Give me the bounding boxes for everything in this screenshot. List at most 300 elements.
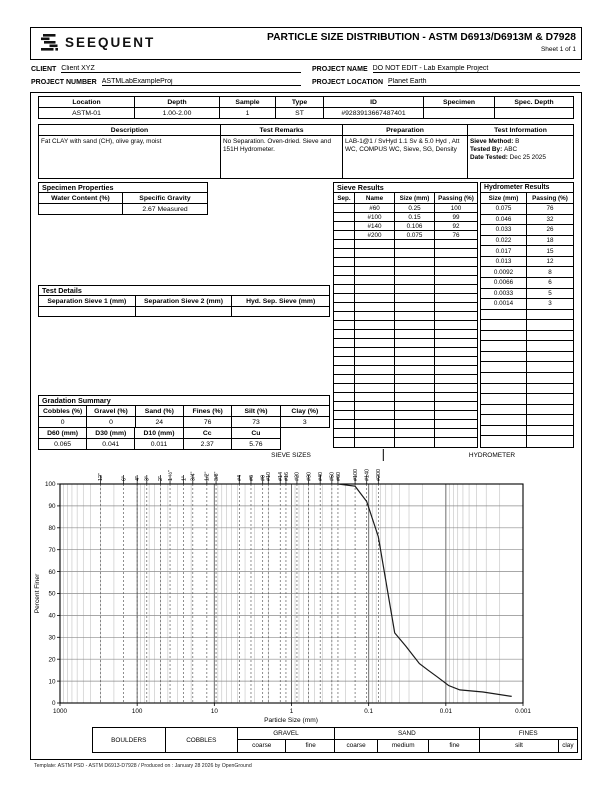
project-name-label: PROJECT NAME: [312, 66, 368, 73]
sieve-results-cell: [334, 231, 355, 240]
specimen-properties-cell: 2.67 Measured: [142, 205, 188, 213]
gradation-summary-cell: Cobbles (%): [39, 406, 87, 417]
sieve-results-cell: [395, 330, 435, 339]
specimen-properties-table: [39, 193, 207, 214]
sieve-size-label: 1": [181, 476, 188, 481]
hydrometer-results-cell: Size (mm): [481, 193, 527, 204]
sieve-results-cell: [435, 420, 477, 429]
project-location-value: Planet Earth: [388, 78, 580, 86]
hydrometer-results-cell: 0.017: [481, 246, 527, 257]
classification-sub-row: [238, 740, 334, 752]
sieve-results-cell: [334, 384, 355, 393]
client-label: CLIENT: [31, 66, 57, 73]
sieve-results-cell: [334, 393, 355, 402]
sieve-results-cell: 100: [435, 204, 477, 213]
sieve-results-cell: [355, 375, 395, 384]
hydrometer-results-cell: [481, 384, 527, 395]
sieve-size-label: #40: [317, 472, 324, 481]
sieve-results-cell: [334, 222, 355, 231]
sieve-results-cell: [435, 348, 477, 357]
project-location-label: PROJECT LOCATION: [312, 79, 384, 86]
sieve-results-cell: [435, 384, 477, 393]
test-details-title: Test Details: [39, 286, 329, 296]
sieve-results-cell: [334, 330, 355, 339]
psd-chart: [30, 448, 582, 724]
classification-sub-label: clay: [562, 742, 574, 750]
sieve-results-cell: [395, 366, 435, 375]
hydrometer-results-cell: 0.0033: [481, 289, 527, 300]
x-tick-label: 10: [210, 708, 218, 715]
x-tick-label: 0.01: [439, 708, 452, 715]
hydrometer-results-cell: [527, 394, 573, 405]
sieve-results-cell: [395, 276, 435, 285]
classification-sub-label: coarse: [238, 740, 286, 752]
classification-group: [238, 728, 335, 752]
gradation-d-values-cell: D60 (mm): [39, 428, 87, 439]
y-tick-label: 30: [48, 634, 56, 642]
test-remarks-cell: No Separation. Oven-dried. Sieve and 151H Hydrometer.: [221, 136, 343, 178]
sieve-results-cell: [355, 411, 395, 420]
y-tick-label: 50: [48, 590, 56, 598]
sieve-results: [333, 182, 478, 448]
hydrometer-results-cell: [481, 415, 527, 426]
gradation-d-values-cell: Cc: [184, 428, 232, 439]
seequent-s-icon: [41, 34, 59, 51]
gradation-summary-cell: 0: [39, 417, 87, 427]
sample-table-cell: [424, 108, 495, 118]
hydrometer-results-cell: [527, 341, 573, 352]
info-table: [38, 124, 574, 179]
x-tick-label: 100: [131, 708, 143, 715]
sieve-results-cell: [355, 312, 395, 321]
sieve-results-cell: [355, 339, 395, 348]
y-tick-label: 80: [48, 525, 56, 532]
sieve-results-cell: [355, 357, 395, 366]
sample-table-cell: Depth: [135, 97, 220, 108]
hydrometer-results-cell: [481, 394, 527, 405]
test-details-cell: [232, 307, 329, 316]
sieve-results-cell: 0.106: [395, 222, 435, 231]
sieve-results-cell: [334, 240, 355, 249]
sieve-results-cell: [355, 348, 395, 357]
classification-group-label: BOULDERS: [111, 736, 147, 744]
sieve-results-cell: [395, 312, 435, 321]
y-tick-label: 90: [48, 503, 56, 511]
gradation-d-values-cell: 0.065: [39, 439, 87, 449]
hydrometer-results-cell: [527, 373, 573, 384]
classification-group: [480, 728, 577, 752]
sieve-results-cell: [435, 375, 477, 384]
sieve-results-cell: [395, 303, 435, 312]
sieve-results-title: Sieve Results: [334, 183, 477, 193]
sample-table-cell: 1.00-2.00: [135, 108, 220, 118]
sieve-size-label: #200: [376, 469, 383, 481]
hydrometer-results-cell: 0.033: [481, 225, 527, 236]
sieve-results-cell: [355, 249, 395, 258]
sieve-results-cell: [435, 357, 477, 366]
gradation-summary-cell: Fines (%): [184, 406, 232, 417]
sieve-results-cell: [395, 357, 435, 366]
sieve-results-cell: [395, 348, 435, 357]
gradation-d-values-cell: 0.011: [135, 439, 183, 449]
sample-table-cell: ST: [276, 108, 324, 118]
sample-table-cell: Location: [39, 97, 135, 108]
hydrometer-results-cell: 8: [527, 267, 573, 278]
sieve-results-cell: 0.25: [395, 204, 435, 213]
hydrometer-results-cell: [481, 331, 527, 342]
specimen-properties-cell: Water Content (%): [39, 193, 123, 204]
project-location-field: [312, 76, 580, 86]
gradation-d-values-cell: Cu: [232, 428, 280, 439]
hydrometer-results-cell: [481, 352, 527, 363]
specimen-properties: [38, 182, 208, 215]
sieve-size-label: #100: [352, 469, 359, 481]
sieve-size-label: 2": [158, 476, 165, 481]
sheet-number: Sheet 1 of 1: [540, 46, 576, 53]
hydrometer-results-cell: [527, 320, 573, 331]
sieve-results-cell: Name: [355, 193, 395, 204]
sieve-results-cell: [334, 258, 355, 267]
test-info-line: Tested By: ABC: [470, 145, 518, 153]
sieve-results-cell: [355, 294, 395, 303]
sample-table-cell: ID: [324, 97, 424, 108]
sieve-results-cell: [334, 348, 355, 357]
hydrometer-results-cell: [527, 415, 573, 426]
classification-group: [335, 728, 480, 752]
sieve-results-cell: [395, 438, 435, 447]
psd-curve: [338, 484, 512, 696]
gradation-summary-title: Gradation Summary: [39, 396, 329, 406]
y-axis-title: Percent Finer: [34, 573, 41, 614]
client-field: [31, 63, 301, 73]
project-number-field: [31, 76, 301, 86]
sieve-size-label: 4": [134, 476, 141, 481]
info-table-header: Preparation: [343, 125, 468, 136]
test-details-cell: Hyd. Sep. Sieve (mm): [232, 296, 329, 307]
sieve-results-cell: [395, 411, 435, 420]
classification-group: [166, 728, 239, 752]
hydrometer-results-cell: [481, 362, 527, 373]
x-tick-label: 0.1: [364, 708, 374, 715]
sieve-results-cell: [355, 303, 395, 312]
info-table-header: Test Remarks: [221, 125, 343, 136]
sample-table-cell: Type: [276, 97, 324, 108]
sieve-results-cell: [355, 402, 395, 411]
hydrometer-results-cell: 12: [527, 257, 573, 268]
sieve-results-cell: [395, 375, 435, 384]
sieve-results-cell: [395, 402, 435, 411]
sieve-results-cell: [334, 321, 355, 330]
sieve-results-cell: 0.15: [395, 213, 435, 222]
sieve-results-cell: [355, 276, 395, 285]
sieve-results-cell: [334, 411, 355, 420]
gradation-summary-cell: Silt (%): [232, 406, 280, 417]
classification-sub-label: fine: [449, 742, 460, 750]
sieve-size-label: #14: [278, 472, 285, 481]
sieve-results-cell: [334, 294, 355, 303]
sieve-results-cell: Size (mm): [395, 193, 435, 204]
project-name-field: [312, 63, 580, 73]
sieve-results-cell: 0.075: [395, 231, 435, 240]
test-details-table: [39, 296, 329, 316]
hydrometer-results-cell: [527, 331, 573, 342]
sieve-results-cell: [355, 420, 395, 429]
sieve-results-cell: [355, 384, 395, 393]
sieve-size-label: #60: [335, 472, 342, 481]
sieve-size-label: 3/8": [213, 471, 220, 481]
hydrometer-results-cell: [481, 426, 527, 437]
sieve-results-cell: [355, 366, 395, 375]
sieve-results-cell: [355, 285, 395, 294]
sieve-results-cell: [435, 411, 477, 420]
sieve-results-cell: [435, 402, 477, 411]
sieve-results-cell: [395, 267, 435, 276]
project-name-value: DO NOT EDIT - Lab Example Project: [373, 65, 580, 73]
hydrometer-results-cell: 5: [527, 289, 573, 300]
sieve-results-cell: 76: [435, 231, 477, 240]
test-details: [38, 285, 330, 317]
specimen-properties-cell: Specific Gravity: [123, 193, 207, 204]
test-details-cell: Separation Sieve 2 (mm): [136, 296, 233, 307]
sieve-results-cell: [355, 330, 395, 339]
gradation-summary-cell: Gravel (%): [87, 406, 135, 417]
sieve-results-cell: [355, 321, 395, 330]
sieve-results-cell: [355, 258, 395, 267]
gradation-d-values-cell: D10 (mm): [135, 428, 183, 439]
sieve-results-cell: [395, 258, 435, 267]
classification-sub-label: silt: [480, 740, 559, 752]
classification-group-label: SAND: [335, 728, 479, 740]
sieve-results-cell: [435, 438, 477, 447]
sieve-size-label: #10: [266, 472, 273, 481]
project-number-label: PROJECT NUMBER: [31, 79, 97, 86]
sieve-results-cell: [334, 312, 355, 321]
sieve-results-cell: [334, 285, 355, 294]
hydrometer-results-cell: [527, 310, 573, 321]
x-tick-label: 0.001: [515, 708, 531, 715]
gradation-summary-cell: Sand (%): [136, 406, 184, 417]
sieve-size-label: #8: [260, 475, 267, 481]
sieve-results-table: [334, 193, 477, 447]
sieve-results-cell: [334, 357, 355, 366]
sieve-results-cell: Passing (%): [435, 193, 477, 204]
gradation-summary-cell: 3: [302, 418, 307, 426]
gradation-summary-cell: 76: [184, 417, 232, 427]
sample-table-cell: Spec. Depth: [495, 97, 573, 108]
hydrometer-results-cell: [527, 362, 573, 373]
sample-table-cell: [495, 108, 573, 118]
sieve-results-cell: 92: [435, 222, 477, 231]
logo-wordmark: SEEQUENT: [65, 35, 156, 50]
sieve-results-cell: [355, 240, 395, 249]
sieve-results-cell: [435, 429, 477, 438]
test-details-cell: [136, 307, 233, 316]
sieve-results-cell: [435, 294, 477, 303]
sieve-results-cell: [395, 321, 435, 330]
classification-group: [93, 728, 166, 752]
test-info-line: Sieve Method: B: [470, 137, 520, 145]
sieve-results-cell: [435, 240, 477, 249]
hydrometer-results-cell: [527, 426, 573, 437]
hydrometer-results-cell: [527, 405, 573, 416]
sieve-results-cell: [334, 438, 355, 447]
classification-group-label: COBBLES: [186, 736, 217, 744]
classification-group-label: FINES: [480, 728, 577, 740]
footer-text: Template: ASTM PSD - ASTM D6913-D7928 / Produced on : January 28 2026 by OpenGround: [34, 763, 252, 769]
sieve-results-cell: [355, 393, 395, 402]
preparation-cell: LAB-1@1 / SvHyd 1.1 Sv & 5.0 Hyd , Att WC, COMPUS WC, Sieve, SG, Density: [343, 136, 468, 178]
sieve-results-cell: [334, 249, 355, 258]
hydrometer-axis-title: HYDROMETER: [468, 452, 516, 459]
sieve-sizes-axis-title: SIEVE SIZES: [271, 452, 311, 459]
hydrometer-results-title: Hydrometer Results: [481, 183, 573, 193]
sieve-results-cell: [334, 375, 355, 384]
hydrometer-results-cell: [481, 436, 527, 447]
report-title: PARTICLE SIZE DISTRIBUTION - ASTM D6913/D6913M & D7928: [267, 32, 576, 43]
hydrometer-results-cell: 0.0066: [481, 278, 527, 289]
sieve-results-cell: [334, 420, 355, 429]
hydrometer-results-table: [481, 193, 573, 447]
sieve-results-cell: [355, 267, 395, 276]
test-information-cell: [468, 136, 573, 178]
hydrometer-results-cell: 0.0014: [481, 299, 527, 310]
sieve-results-cell: [435, 258, 477, 267]
sieve-results-cell: [355, 429, 395, 438]
hydrometer-results: [480, 182, 574, 448]
hydrometer-results-cell: 76: [527, 204, 573, 215]
sample-table-cell: Sample: [220, 97, 276, 108]
sieve-results-cell: [395, 249, 435, 258]
sieve-results-cell: [334, 339, 355, 348]
sieve-results-cell: [435, 366, 477, 375]
y-tick-label: 100: [44, 481, 56, 489]
sieve-results-cell: [435, 321, 477, 330]
sieve-results-cell: [395, 294, 435, 303]
x-tick-label: 1: [289, 708, 294, 715]
sieve-size-label: 1/2": [204, 471, 211, 481]
description-cell: Fat CLAY with sand (CH), olive gray, moist: [39, 136, 221, 178]
hydrometer-results-cell: 0.0092: [481, 267, 527, 278]
sieve-results-cell: [435, 303, 477, 312]
sieve-results-cell: [395, 285, 435, 294]
y-tick-label: 10: [48, 678, 56, 686]
sieve-size-label: #16: [283, 472, 290, 481]
classification-sub-label: coarse: [335, 740, 379, 752]
sieve-results-cell: [395, 384, 435, 393]
header: [30, 27, 582, 60]
sample-table-cell: Specimen: [424, 97, 495, 108]
hydrometer-results-cell: [527, 384, 573, 395]
sieve-results-cell: [435, 330, 477, 339]
gradation-summary-cell: Clay (%): [281, 406, 329, 417]
gradation-d-values-table: [38, 427, 281, 450]
y-tick-label: 70: [48, 546, 56, 554]
y-tick-label: 60: [48, 568, 56, 576]
sieve-results-cell: [395, 339, 435, 348]
gradation-d-values-cell: D30 (mm): [87, 428, 135, 439]
sieve-results-cell: [435, 276, 477, 285]
classification-sub-row: [480, 740, 577, 752]
sieve-results-cell: [435, 393, 477, 402]
client-value: Client XYZ: [61, 65, 301, 73]
sieve-results-cell: [435, 339, 477, 348]
hydrometer-results-cell: 26: [527, 225, 573, 236]
sieve-results-cell: [334, 402, 355, 411]
hydrometer-results-cell: [481, 373, 527, 384]
sieve-results-cell: [395, 420, 435, 429]
hydrometer-results-cell: [527, 436, 573, 447]
hydrometer-results-cell: 15: [527, 246, 573, 257]
sieve-size-label: #140: [364, 469, 371, 481]
hydrometer-results-cell: Passing (%): [527, 193, 573, 204]
sieve-results-cell: [334, 429, 355, 438]
hydrometer-results-cell: 18: [527, 236, 573, 247]
sieve-size-label: #20: [294, 472, 301, 481]
sieve-results-cell: [395, 393, 435, 402]
x-axis-title: Particle Size (mm): [264, 717, 318, 724]
hydrometer-results-cell: 6: [527, 278, 573, 289]
sieve-results-cell: [334, 213, 355, 222]
hydrometer-results-cell: 0.022: [481, 236, 527, 247]
specimen-properties-cell: [39, 204, 123, 214]
sieve-results-cell: [334, 276, 355, 285]
test-info-line: Date Tested: Dec 25 2025: [470, 154, 546, 162]
sieve-results-cell: [334, 303, 355, 312]
gradation-summary-cell: 73: [232, 417, 280, 427]
classification-sub-label: fine: [305, 742, 316, 750]
specimen-properties-title: Specimen Properties: [39, 183, 207, 193]
sieve-results-cell: [395, 429, 435, 438]
sieve-size-label: #4: [237, 475, 244, 481]
sieve-results-cell: 99: [435, 213, 477, 222]
gradation-summary-cell: 24: [136, 417, 184, 427]
hydrometer-results-cell: [481, 310, 527, 321]
gradation-summary-cell: 0: [87, 417, 135, 427]
sieve-size-label: 3": [144, 476, 151, 481]
hydrometer-results-cell: 3: [527, 299, 573, 310]
sample-table: [38, 96, 574, 119]
sieve-results-cell: [355, 438, 395, 447]
gradation-summary: [38, 395, 330, 428]
sample-table-cell: #9283913667487401: [324, 108, 424, 118]
sieve-results-cell: [334, 267, 355, 276]
hydrometer-results-cell: [481, 320, 527, 331]
hydrometer-results-cell: [527, 352, 573, 363]
info-table-header: Test Information: [468, 125, 573, 136]
sieve-results-cell: #200: [355, 231, 395, 240]
hydrometer-results-cell: 0.046: [481, 215, 527, 226]
sieve-results-cell: #140: [355, 222, 395, 231]
sieve-results-cell: [435, 312, 477, 321]
test-details-cell: Separation Sieve 1 (mm): [39, 296, 136, 307]
sieve-results-cell: [334, 366, 355, 375]
x-tick-label: 1000: [52, 708, 68, 715]
hydrometer-results-cell: [481, 405, 527, 416]
sieve-results-cell: #60: [355, 204, 395, 213]
project-number-value: ASTMLabExampleProj: [102, 78, 301, 86]
sieve-results-cell: #100: [355, 213, 395, 222]
info-table-header: Description: [39, 125, 221, 136]
hydrometer-results-cell: 0.075: [481, 204, 527, 215]
classification-sub-label: medium: [378, 740, 429, 752]
sieve-results-cell: [435, 285, 477, 294]
sample-table-cell: ASTM-01: [39, 108, 135, 118]
sieve-size-label: 6": [121, 476, 128, 481]
classification-sub-row: [335, 740, 479, 752]
seequent-logo: [41, 34, 155, 51]
sieve-size-label: #30: [306, 472, 313, 481]
hydrometer-results-cell: [481, 341, 527, 352]
